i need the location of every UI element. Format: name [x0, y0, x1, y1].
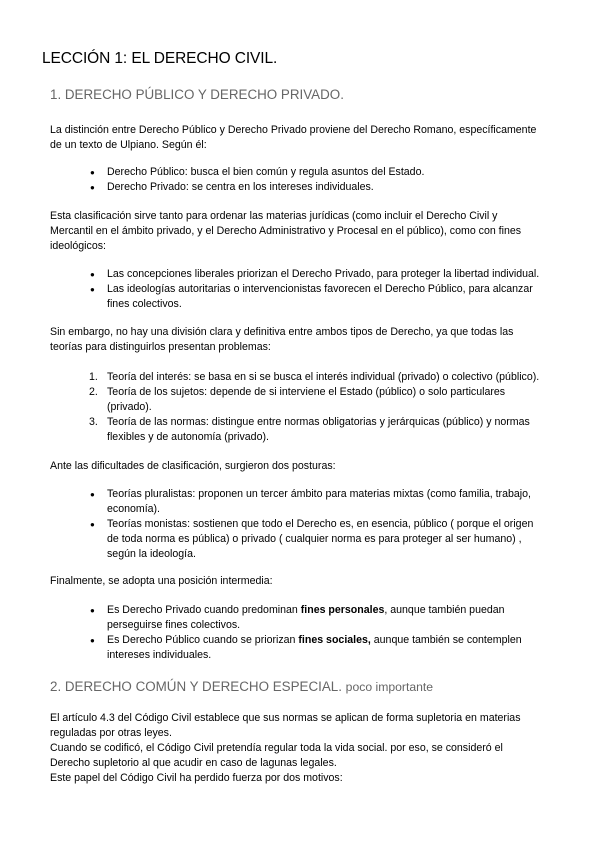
- list-item: 1. Teoría del interés: se basa en si se busca el interés individual (privado) o colectivo (público).: [89, 371, 540, 383]
- list-item: ● Teorías pluralistas: proponen un tercer ámbito para materias mixtas (como familia, trabajo, economía).: [90, 488, 531, 515]
- section-2-heading: 2. DERECHO COMÚN Y DERECHO ESPECIAL. poco importante: [50, 679, 434, 694]
- list-item: 3. Teoría de las normas: distingue entre normas obligatorias y jerárquicas (público) y normas flexibles y de autonomía (privado).: [89, 416, 530, 443]
- list-item: ● Es Derecho Público cuando se priorizan fines sociales, aunque también se contemplen intereses individuales.: [90, 634, 522, 661]
- section-2-paragraph: El artículo 4.3 del Código Civil establece que sus normas se aplican de forma supletoria en materias reguladas por otras leyes. Cuando se codificó, el Código Civil pretendía regular toda la vida social. por eso, se consideró el Derecho supletorio al que acudir en caso de lagunas legales. Este papel del Código Civil ha perdido fuerza por dos motivos:: [50, 712, 521, 784]
- heading-note: poco importante: [345, 680, 434, 694]
- list-item: ● Las concepciones liberales priorizan el Derecho Privado, para proteger la libertad individual.: [90, 268, 540, 280]
- bullet-icon: ●: [90, 606, 95, 615]
- bullet-icon: ●: [90, 285, 95, 294]
- classification-paragraph: Esta clasificación sirve tanto para ordenar las materias jurídicas (como incluir el Derecho Civil y Mercantil en el ámbito privado, y el Derecho Administrativo y Procesal en el público), como con fines ideológicos:: [50, 210, 522, 252]
- no-division-paragraph: Sin embargo, no hay una división clara y definitiva entre ambos tipos de Derecho, ya que todas las teorías para distinguirlos presentan problemas:: [50, 326, 514, 353]
- intro-paragraph: La distinción entre Derecho Público y Derecho Privado proviene del Derecho Romano, específicamente de un texto de Ulpiano. Según él:: [50, 124, 537, 151]
- theories-list: [0, 370, 600, 445]
- page-title: LECCIÓN 1: EL DERECHO CIVIL.: [42, 50, 278, 67]
- bullet-icon: ●: [90, 636, 95, 645]
- bullet-icon: ●: [90, 168, 95, 177]
- postures-list: [0, 487, 600, 562]
- list-item: ● Es Derecho Privado cuando predominan fines personales, aunque también puedan perseguirse fines colectivos.: [90, 604, 505, 631]
- bullet-icon: ●: [90, 270, 95, 279]
- finally-paragraph: Finalmente, se adopta una posición intermedia:: [50, 575, 273, 587]
- list-item: 2. Teoría de los sujetos: depende de si interviene el Estado (público) o solo particulares (privado).: [89, 386, 506, 413]
- list-item: ● Teorías monistas: sostienen que todo el Derecho es, en esencia, público ( porque el origen de toda norma es pública) o privado ( cualquier norma es para proteger al ser humano) , según la ideología.: [90, 518, 534, 560]
- section-1-heading: 1. DERECHO PÚBLICO Y DERECHO PRIVADO.: [50, 87, 344, 102]
- bullet-icon: ●: [90, 183, 95, 192]
- list-item: ● Derecho Privado: se centra en los intereses individuales.: [90, 181, 374, 193]
- list-item: ● Derecho Público: busca el bien común y regula asuntos del Estado.: [90, 166, 425, 178]
- bullet-icon: ●: [90, 520, 95, 529]
- difficulties-paragraph: Ante las dificultades de clasificación, surgieron dos posturas:: [50, 460, 336, 472]
- list-item: ● Las ideologías autoritarias o intervencionistas favorecen el Derecho Público, para alcanzar fines colectivos.: [90, 283, 533, 310]
- ulpiano-list: [0, 165, 600, 195]
- bullet-icon: ●: [90, 490, 95, 499]
- ideology-list: [0, 267, 600, 312]
- intermediate-list: [0, 603, 600, 663]
